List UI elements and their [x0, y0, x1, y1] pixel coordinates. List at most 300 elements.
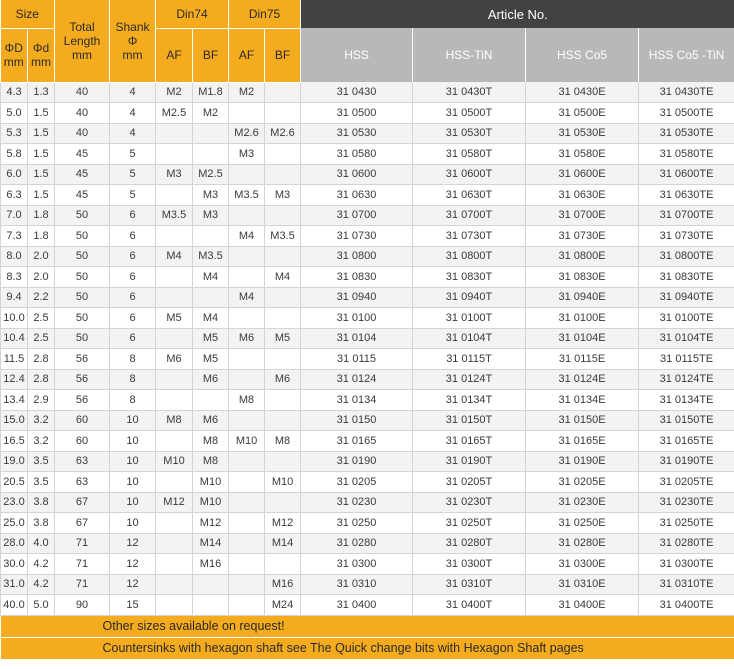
table-row — [1, 226, 734, 247]
table-row — [1, 492, 734, 513]
hss-co5-tin-article-cell: 31 0300TE — [639, 554, 734, 575]
hss-co5-tin-article-cell: 31 0530TE — [639, 123, 734, 144]
din74-bf-cell: M3 — [193, 205, 229, 226]
hss-co5-article-cell: 31 0230E — [526, 492, 639, 513]
table-row — [1, 328, 734, 349]
din74-bf-cell — [193, 390, 229, 411]
hss-tin-article-cell: 31 0100T — [413, 308, 526, 329]
hss-article-cell: 31 0630 — [301, 185, 413, 206]
hss-article-cell: 31 0830 — [301, 267, 413, 288]
din75-af-cell: M3.5 — [229, 185, 265, 206]
diameter-big-cell: 4.3 — [1, 82, 28, 103]
table-row — [1, 246, 734, 267]
hss-tin-article-cell: 31 0150T — [413, 410, 526, 431]
hss-tin-article-cell: 31 0830T — [413, 267, 526, 288]
din75-bf-cell — [265, 246, 301, 267]
table-row — [1, 267, 734, 288]
table-row — [1, 431, 734, 452]
hss-article-cell: 31 0430 — [301, 82, 413, 103]
diameter-big-cell: 12.4 — [1, 369, 28, 390]
hss-article-cell: 31 0134 — [301, 390, 413, 411]
diameter-small-cell: 1.5 — [28, 123, 55, 144]
din74-af-cell — [156, 226, 193, 247]
din75-bf-cell: M3.5 — [265, 226, 301, 247]
hss-co5-article-cell: 31 0500E — [526, 103, 639, 124]
din75-bf-cell — [265, 144, 301, 165]
din74-af-cell — [156, 533, 193, 554]
table-row — [1, 451, 734, 472]
din75-bf-cell — [265, 410, 301, 431]
din74-bf-cell — [193, 595, 229, 616]
din74-af-cell: M2 — [156, 82, 193, 103]
hss-co5-article-cell: 31 0310E — [526, 574, 639, 595]
hss-co5-tin-article-cell: 31 0800TE — [639, 246, 734, 267]
shank-cell: 10 — [110, 410, 156, 431]
diameter-small-header — [28, 28, 55, 82]
din75-bf-cell: M10 — [265, 472, 301, 493]
diameter-big-cell: 30.0 — [1, 554, 28, 575]
shank-cell: 8 — [110, 349, 156, 370]
din74-bf-cell: M12 — [193, 513, 229, 534]
table-row — [1, 205, 734, 226]
din75-af-cell — [229, 308, 265, 329]
hss-co5-tin-article-cell: 31 0134TE — [639, 390, 734, 411]
table-row — [1, 554, 734, 575]
din74-af-cell: M6 — [156, 349, 193, 370]
diameter-small-cell: 1.8 — [28, 226, 55, 247]
hss-co5-article-cell: 31 0115E — [526, 349, 639, 370]
diameter-big-cell: 7.3 — [1, 226, 28, 247]
hss-article-cell: 31 0940 — [301, 287, 413, 308]
diameter-small-cell: 3.5 — [28, 451, 55, 472]
diameter-big-cell: 8.0 — [1, 246, 28, 267]
diameter-small-cell: 2.5 — [28, 308, 55, 329]
hss-co5-article-cell: 31 0124E — [526, 369, 639, 390]
diameter-small-cell: 2.2 — [28, 287, 55, 308]
din75-bf-cell — [265, 308, 301, 329]
din74-bf-cell: M14 — [193, 533, 229, 554]
din75-af-cell: M4 — [229, 226, 265, 247]
hss-co5-tin-article-cell: 31 0730TE — [639, 226, 734, 247]
din74-bf-cell — [193, 226, 229, 247]
table-footer — [1, 615, 734, 659]
table-row — [1, 308, 734, 329]
hss-co5-article-cell: 31 0600E — [526, 164, 639, 185]
diameter-small-cell: 2.8 — [28, 369, 55, 390]
hss-tin-article-cell: 31 0230T — [413, 492, 526, 513]
hss-co5-tin-header: HSS Co5 -TiN — [639, 28, 734, 82]
din75-bf-cell — [265, 492, 301, 513]
hss-article-cell: 31 0205 — [301, 472, 413, 493]
din75-af-cell — [229, 472, 265, 493]
din74-bf-cell: M16 — [193, 554, 229, 575]
din75-bf-cell — [265, 349, 301, 370]
table-header — [1, 0, 734, 82]
table-row — [1, 410, 734, 431]
hss-co5-article-cell: 31 0104E — [526, 328, 639, 349]
diameter-small-cell: 1.5 — [28, 185, 55, 206]
din74-bf-cell: M4 — [193, 267, 229, 288]
din75-bf-cell: M2.6 — [265, 123, 301, 144]
shank-cell: 15 — [110, 595, 156, 616]
total-length-cell: 63 — [55, 451, 110, 472]
table-row — [1, 123, 734, 144]
shank-cell: 5 — [110, 144, 156, 165]
din75-bf-header: BF — [265, 28, 301, 82]
din75-af-cell — [229, 554, 265, 575]
din74-af-cell — [156, 595, 193, 616]
hss-tin-article-cell: 31 0165T — [413, 431, 526, 452]
din74-header: Din74 — [156, 0, 229, 28]
hss-co5-tin-article-cell: 31 0310TE — [639, 574, 734, 595]
shank-cell: 4 — [110, 82, 156, 103]
shank-cell: 6 — [110, 267, 156, 288]
diameter-small-cell: 1.3 — [28, 82, 55, 103]
total-length-cell: 50 — [55, 246, 110, 267]
hss-tin-article-cell: 31 0134T — [413, 390, 526, 411]
diameter-small-cell: 1.8 — [28, 205, 55, 226]
din74-bf-cell: M10 — [193, 492, 229, 513]
din75-bf-cell: M24 — [265, 595, 301, 616]
total-length-cell: 50 — [55, 308, 110, 329]
hss-tin-article-cell: 31 0104T — [413, 328, 526, 349]
diameter-small-cell: 4.2 — [28, 554, 55, 575]
din74-af-cell — [156, 554, 193, 575]
table-row — [1, 595, 734, 616]
hss-tin-article-cell: 31 0250T — [413, 513, 526, 534]
hss-co5-article-cell: 31 0280E — [526, 533, 639, 554]
hss-co5-article-cell: 31 0100E — [526, 308, 639, 329]
hss-co5-tin-article-cell: 31 0600TE — [639, 164, 734, 185]
hss-co5-article-cell: 31 0190E — [526, 451, 639, 472]
total-length-cell: 67 — [55, 492, 110, 513]
din75-af-cell — [229, 246, 265, 267]
total-length-cell: 40 — [55, 103, 110, 124]
diameter-small-cell: 1.5 — [28, 164, 55, 185]
total-length-cell: 56 — [55, 369, 110, 390]
total-length-cell: 63 — [55, 472, 110, 493]
din74-bf-header: BF — [193, 28, 229, 82]
total-length-cell: 71 — [55, 533, 110, 554]
din75-af-cell — [229, 595, 265, 616]
din75-af-header: AF — [229, 28, 265, 82]
shank-cell: 6 — [110, 246, 156, 267]
hss-tin-article-cell: 31 0280T — [413, 533, 526, 554]
diameter-big-cell: 25.0 — [1, 513, 28, 534]
din75-bf-cell — [265, 82, 301, 103]
diameter-big-cell: 19.0 — [1, 451, 28, 472]
shank-cell: 5 — [110, 164, 156, 185]
din75-af-cell — [229, 533, 265, 554]
hss-article-cell: 31 0190 — [301, 451, 413, 472]
diameter-big-cell: 6.3 — [1, 185, 28, 206]
shank-cell: 12 — [110, 554, 156, 575]
din74-af-cell: M8 — [156, 410, 193, 431]
hss-tin-article-cell: 31 0190T — [413, 451, 526, 472]
diameter-small-cell: 2.5 — [28, 328, 55, 349]
shank-cell: 6 — [110, 308, 156, 329]
hss-tin-article-cell: 31 0300T — [413, 554, 526, 575]
total-length-cell: 56 — [55, 390, 110, 411]
din75-af-cell: M2.6 — [229, 123, 265, 144]
din75-af-cell: M8 — [229, 390, 265, 411]
hss-co5-tin-article-cell: 31 0205TE — [639, 472, 734, 493]
din75-af-cell — [229, 513, 265, 534]
diameter-big-cell: 13.4 — [1, 390, 28, 411]
shank-cell: 6 — [110, 205, 156, 226]
din74-af-cell — [156, 144, 193, 165]
din74-bf-cell: M8 — [193, 451, 229, 472]
hss-tin-article-cell: 31 0940T — [413, 287, 526, 308]
hss-tin-article-cell: 31 0730T — [413, 226, 526, 247]
din75-af-cell — [229, 103, 265, 124]
hss-article-cell: 31 0600 — [301, 164, 413, 185]
din74-bf-cell: M6 — [193, 369, 229, 390]
total-length-cell: 60 — [55, 410, 110, 431]
din75-bf-cell — [265, 554, 301, 575]
diameter-small-cell: 1.5 — [28, 103, 55, 124]
din74-bf-cell: M1.8 — [193, 82, 229, 103]
diameter-small-cell: 2.0 — [28, 246, 55, 267]
total-length-cell: 45 — [55, 185, 110, 206]
din74-bf-cell: M2.5 — [193, 164, 229, 185]
din74-af-cell — [156, 287, 193, 308]
din75-bf-cell — [265, 287, 301, 308]
hss-co5-article-cell: 31 0830E — [526, 267, 639, 288]
din75-bf-cell: M12 — [265, 513, 301, 534]
diameter-small-cell: 3.8 — [28, 492, 55, 513]
hss-co5-tin-article-cell: 31 0150TE — [639, 410, 734, 431]
shank-cell: 4 — [110, 103, 156, 124]
diameter-big-cell: 5.0 — [1, 103, 28, 124]
size-header: Size — [1, 0, 55, 28]
total-length-cell: 90 — [55, 595, 110, 616]
table-row — [1, 513, 734, 534]
hss-article-cell: 31 0280 — [301, 533, 413, 554]
hss-co5-article-cell: 31 0630E — [526, 185, 639, 206]
din74-af-cell — [156, 390, 193, 411]
diameter-big-cell: 6.0 — [1, 164, 28, 185]
din75-bf-cell — [265, 451, 301, 472]
din75-bf-cell: M5 — [265, 328, 301, 349]
hss-tin-article-cell: 31 0580T — [413, 144, 526, 165]
din74-af-cell — [156, 574, 193, 595]
din74-bf-cell: M2 — [193, 103, 229, 124]
diameter-small-cell: 3.2 — [28, 410, 55, 431]
din75-af-cell: M6 — [229, 328, 265, 349]
other-sizes-note: Other sizes available on request! — [1, 615, 734, 637]
din74-af-cell: M4 — [156, 246, 193, 267]
total-length-cell: 40 — [55, 123, 110, 144]
din74-af-cell: M3.5 — [156, 205, 193, 226]
diameter-big-cell: 31.0 — [1, 574, 28, 595]
din75-af-cell — [229, 164, 265, 185]
shank-cell: 6 — [110, 287, 156, 308]
shank-phi-label: Φ — [127, 33, 138, 48]
total-length-cell: 50 — [55, 267, 110, 288]
din75-af-cell — [229, 349, 265, 370]
hss-article-cell: 31 0100 — [301, 308, 413, 329]
din74-af-cell: M12 — [156, 492, 193, 513]
shank-unit-label: mm — [122, 47, 143, 62]
hss-article-cell: 31 0310 — [301, 574, 413, 595]
din74-af-header: AF — [156, 28, 193, 82]
diameter-small-label: Φd — [32, 41, 50, 55]
hss-tin-article-cell: 31 0115T — [413, 349, 526, 370]
table-body — [1, 82, 734, 615]
hss-article-cell: 31 0115 — [301, 349, 413, 370]
countersinks-note: Countersinks with hexagon shaft see The Quick change bits with Hexagon Shaft pages — [1, 637, 734, 659]
hss-article-cell: 31 0400 — [301, 595, 413, 616]
total-length-cell: 50 — [55, 328, 110, 349]
shank-cell: 12 — [110, 574, 156, 595]
table-row — [1, 164, 734, 185]
din74-bf-cell: M8 — [193, 431, 229, 452]
shank-cell: 10 — [110, 472, 156, 493]
hss-co5-tin-article-cell: 31 0115TE — [639, 349, 734, 370]
total-length-cell: 56 — [55, 349, 110, 370]
hss-article-cell: 31 0250 — [301, 513, 413, 534]
diameter-big-unit: mm — [3, 55, 24, 69]
din75-bf-cell: M16 — [265, 574, 301, 595]
din75-af-cell: M4 — [229, 287, 265, 308]
din74-bf-cell: M3.5 — [193, 246, 229, 267]
hss-tin-header: HSS-TiN — [413, 28, 526, 82]
din74-bf-cell: M4 — [193, 308, 229, 329]
diameter-small-cell: 3.2 — [28, 431, 55, 452]
hss-tin-article-cell: 31 0800T — [413, 246, 526, 267]
table-row — [1, 472, 734, 493]
din75-bf-cell: M4 — [265, 267, 301, 288]
hss-article-cell: 31 0800 — [301, 246, 413, 267]
shank-cell: 8 — [110, 390, 156, 411]
shank-cell: 10 — [110, 451, 156, 472]
hss-co5-tin-article-cell: 31 0500TE — [639, 103, 734, 124]
din75-bf-cell — [265, 103, 301, 124]
din75-af-cell — [229, 574, 265, 595]
hss-co5-article-cell: 31 0250E — [526, 513, 639, 534]
total-length-cell: 67 — [55, 513, 110, 534]
table-row — [1, 82, 734, 103]
din74-af-cell: M5 — [156, 308, 193, 329]
hss-co5-tin-article-cell: 31 0430TE — [639, 82, 734, 103]
din75-af-cell — [229, 205, 265, 226]
diameter-big-cell: 16.5 — [1, 431, 28, 452]
hss-co5-tin-article-cell: 31 0400TE — [639, 595, 734, 616]
shank-cell: 10 — [110, 513, 156, 534]
hss-tin-article-cell: 31 0310T — [413, 574, 526, 595]
hss-article-cell: 31 0300 — [301, 554, 413, 575]
din74-bf-cell — [193, 144, 229, 165]
table-row — [1, 349, 734, 370]
diameter-small-cell: 4.2 — [28, 574, 55, 595]
shank-cell: 4 — [110, 123, 156, 144]
hss-tin-article-cell: 31 0205T — [413, 472, 526, 493]
diameter-small-cell: 4.0 — [28, 533, 55, 554]
din74-bf-cell: M5 — [193, 349, 229, 370]
hss-co5-article-cell: 31 0730E — [526, 226, 639, 247]
diameter-big-cell: 40.0 — [1, 595, 28, 616]
hss-co5-article-cell: 31 0430E — [526, 82, 639, 103]
din74-af-cell — [156, 513, 193, 534]
hss-article-cell: 31 0104 — [301, 328, 413, 349]
hss-co5-article-cell: 31 0940E — [526, 287, 639, 308]
hss-co5-article-cell: 31 0300E — [526, 554, 639, 575]
shank-cell: 12 — [110, 533, 156, 554]
hss-co5-article-cell: 31 0580E — [526, 144, 639, 165]
din74-bf-cell: M10 — [193, 472, 229, 493]
hss-co5-article-cell: 31 0165E — [526, 431, 639, 452]
hss-co5-article-cell: 31 0205E — [526, 472, 639, 493]
hss-tin-article-cell: 31 0530T — [413, 123, 526, 144]
din75-bf-cell — [265, 205, 301, 226]
hss-article-cell: 31 0165 — [301, 431, 413, 452]
total-length-cell: 45 — [55, 144, 110, 165]
shank-header — [110, 0, 156, 82]
hss-co5-article-cell: 31 0800E — [526, 246, 639, 267]
hss-article-cell: 31 0500 — [301, 103, 413, 124]
diameter-big-cell: 10.0 — [1, 308, 28, 329]
din75-af-cell: M2 — [229, 82, 265, 103]
hss-co5-tin-article-cell: 31 0250TE — [639, 513, 734, 534]
diameter-small-cell: 2.9 — [28, 390, 55, 411]
din74-bf-cell: M6 — [193, 410, 229, 431]
shank-cell: 6 — [110, 226, 156, 247]
hss-tin-article-cell: 31 0700T — [413, 205, 526, 226]
din74-af-cell — [156, 472, 193, 493]
hss-co5-tin-article-cell: 31 0830TE — [639, 267, 734, 288]
table-row — [1, 574, 734, 595]
hss-article-cell: 31 0124 — [301, 369, 413, 390]
din74-af-cell: M10 — [156, 451, 193, 472]
shank-cell: 10 — [110, 492, 156, 513]
din75-af-cell — [229, 451, 265, 472]
diameter-big-cell: 10.4 — [1, 328, 28, 349]
article-no-header: Article No. — [301, 0, 734, 28]
din74-af-cell: M3 — [156, 164, 193, 185]
table-row — [1, 533, 734, 554]
din75-bf-cell: M3 — [265, 185, 301, 206]
din74-bf-cell — [193, 574, 229, 595]
hss-co5-tin-article-cell: 31 0280TE — [639, 533, 734, 554]
total-length-cell: 50 — [55, 287, 110, 308]
diameter-small-unit: mm — [31, 55, 51, 69]
hss-co5-tin-article-cell: 31 0580TE — [639, 144, 734, 165]
hss-article-cell: 31 0700 — [301, 205, 413, 226]
hss-co5-article-cell: 31 0700E — [526, 205, 639, 226]
diameter-big-cell: 15.0 — [1, 410, 28, 431]
total-length-cell: 71 — [55, 574, 110, 595]
hss-co5-tin-article-cell: 31 0104TE — [639, 328, 734, 349]
hss-co5-tin-article-cell: 31 0124TE — [639, 369, 734, 390]
diameter-small-cell: 3.5 — [28, 472, 55, 493]
hss-article-cell: 31 0150 — [301, 410, 413, 431]
hss-co5-tin-article-cell: 31 0700TE — [639, 205, 734, 226]
shank-cell: 10 — [110, 431, 156, 452]
hss-co5-tin-article-cell: 31 0230TE — [639, 492, 734, 513]
total-length-cell: 45 — [55, 164, 110, 185]
hss-tin-article-cell: 31 0600T — [413, 164, 526, 185]
diameter-big-cell: 7.0 — [1, 205, 28, 226]
hss-article-cell: 31 0530 — [301, 123, 413, 144]
total-length-cell: 71 — [55, 554, 110, 575]
din75-af-cell — [229, 410, 265, 431]
table-row — [1, 287, 734, 308]
diameter-big-cell: 20.5 — [1, 472, 28, 493]
hss-co5-article-cell: 31 0400E — [526, 595, 639, 616]
hss-article-cell: 31 0230 — [301, 492, 413, 513]
din74-bf-cell: M3 — [193, 185, 229, 206]
